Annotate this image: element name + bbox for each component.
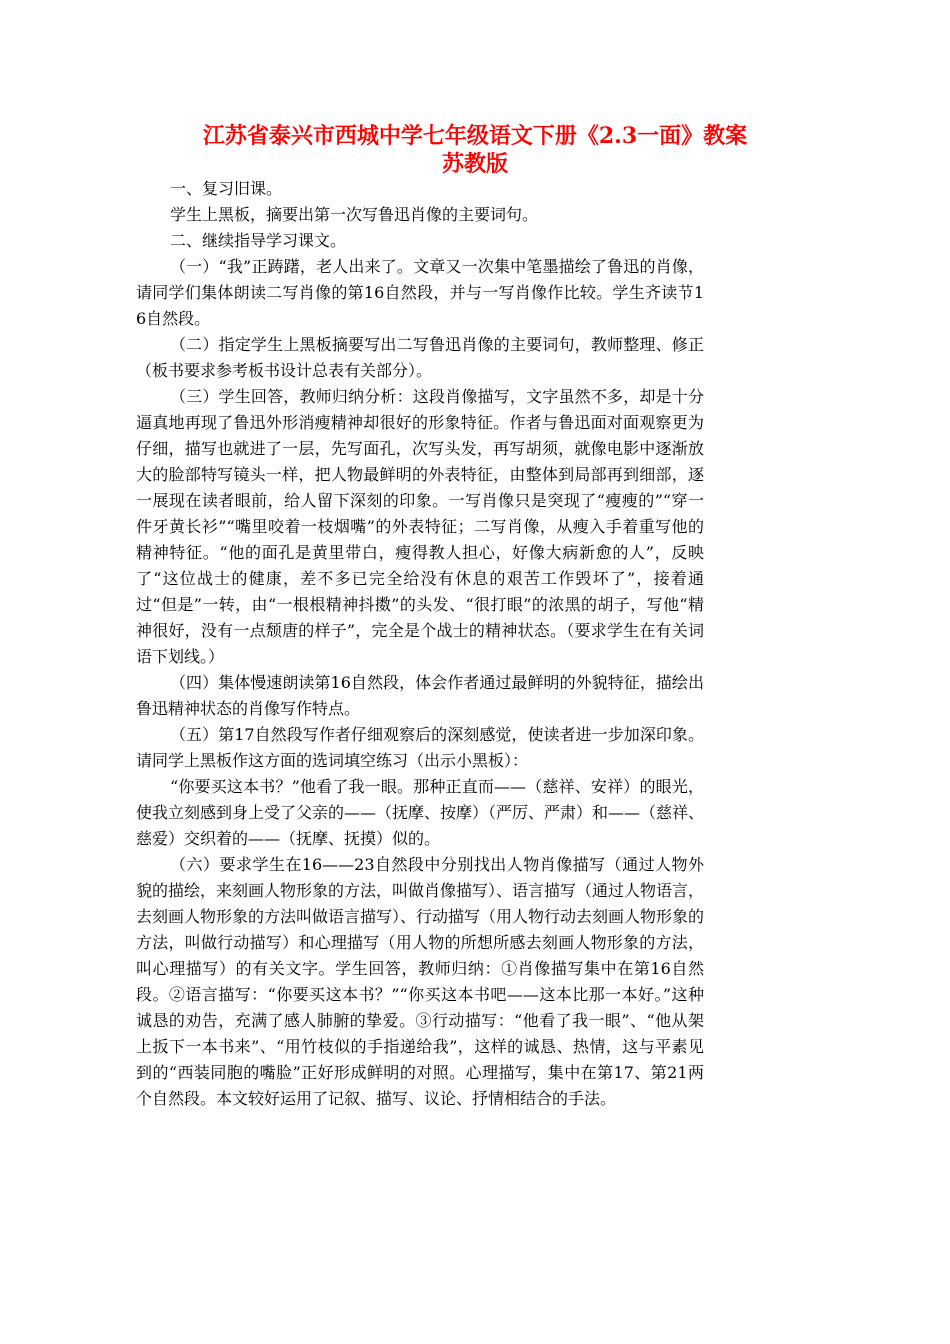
document-title-line1: 江苏省泰兴市西城中学七年级语文下册《2.3一面》教案	[202, 123, 748, 149]
paragraph-review-task: 学生上黑板，摘要出第一次写鲁迅肖像的主要词句。	[170, 205, 539, 224]
document-title-line2: 苏教版	[441, 151, 508, 177]
document-body	[136, 176, 704, 1112]
paragraph-step-5: （五）第17自然段写作者仔细观察后的深刻感觉，使读者进一步加深印象。请同学上黑板作这方面的选词填空练习（出示小黑板）：	[136, 725, 704, 770]
paragraph-step-2: （二）指定学生上黑板摘要写出二写鲁迅肖像的主要词句，教师整理、修正（板书要求参考板书设计总表有关部分）。	[136, 335, 704, 380]
paragraph-step-1: （一）“我”正踌躇，老人出来了。文章又一次集中笔墨描绘了鲁迅的肖像，请同学们集体朗读二写肖像的第16自然段，并与一写肖像作比较。学生齐读节16自然段。	[136, 257, 704, 328]
section-guidance-heading: 二、继续指导学习课文。	[170, 231, 347, 250]
paragraph-step-3: （三）学生回答，教师归纳分析：这段肖像描写，文字虽然不多，却是十分逼真地再现了鲁迅外形消瘦精神却很好的形象特征。作者与鲁迅面对面观察更为仔细，描写也就进了一层，先写面孔，次写头发，再写胡须，就像电影中逐渐放大的脸部特写镜头一样，把人物最鲜明的外表特征，由整体到局部再到细部，逐一展现在读者眼前，给人留下深刻的印象。一写肖像只是突现了“瘦瘦的”“穿一件牙黄长衫”“嘴里咬着一枝烟嘴”的外表特征；二写肖像，从瘦入手着重写他的精神特征。“他的面孔是黄里带白，瘦得教人担心，好像大病新愈的人”，反映了“这位战士的健康，差不多已完全给没有休息的艰苦工作毁坏了”，接着通过“但是”一转，由“一根根精神抖擞”的头发、“很打眼”的浓黑的胡子，写他“精神很好，没有一点颓唐的样子”，完全是个战士的精神状态。（要求学生在有关词语下划线。）	[136, 387, 704, 666]
paragraph-step-4: （四）集体慢速朗读第16自然段，体会作者通过最鲜明的外貌特征，描绘出鲁迅精神状态的肖像写作特点。	[136, 673, 704, 718]
paragraph-step-6: （六）要求学生在16——23自然段中分别找出人物肖像描写（通过人物外貌的描绘，来刻画人物形象的方法，叫做肖像描写）、语言描写（通过人物语言，去刻画人物形象的方法叫做语言描写）、行动描写（用人物行动去刻画人物形象的方法，叫做行动描写）和心理描写（用人物的所想所感去刻画人物形象的方法，叫心理描写）的有关文字。学生回答，教师归纳：①肖像描写集中在第16自然段。②语言描写：“你要买这本书？”“你买这本书吧——这本比那一本好。”这种诚恳的劝告，充满了感人肺腑的挚爱。③行动描写：“他看了我一眼”、“他从架上扳下一本书来”、“用竹枝似的手指递给我”，这样的诚恳、热情，这与平素见到的“西装同胞的嘴脸”正好形成鲜明的对照。心理描写，集中在第17、第21两个自然段。本文较好运用了记叙、描写、议论、抒情相结合的手法。	[136, 855, 705, 1108]
paragraph-fill-blank-exercise: “你要买这本书？”他看了我一眼。那种正直而——（慈祥、安祥）的眼光，使我立刻感到身上受了父亲的——（抚摩、按摩）（严厉、严肃）和——（慈祥、慈爱）交织着的——（抚摩、抚摸）似的。	[136, 777, 705, 848]
section-review-heading: 一、复习旧课。	[170, 179, 283, 198]
